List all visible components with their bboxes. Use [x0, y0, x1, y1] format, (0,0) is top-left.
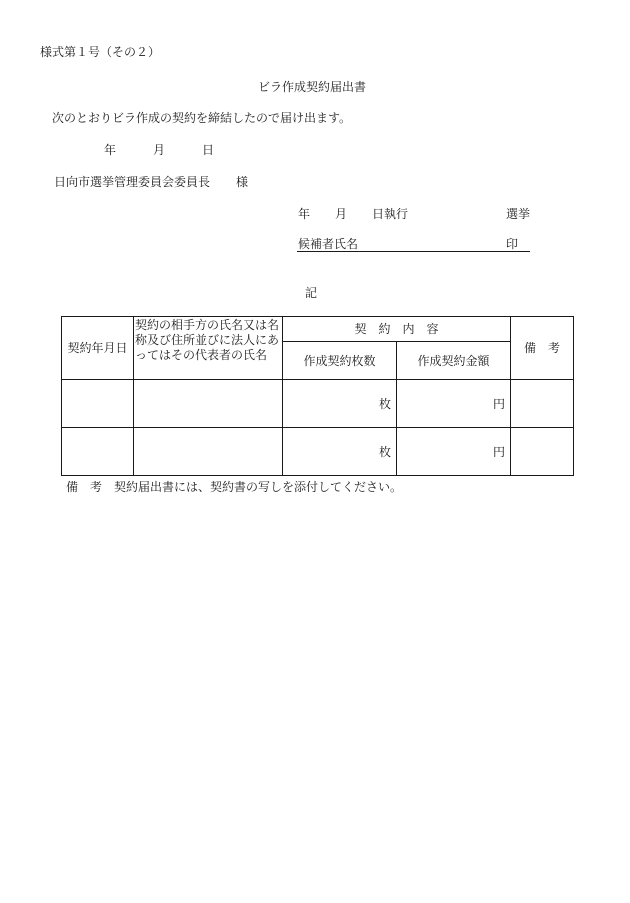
header-contract-date: 契約年月日 — [62, 317, 134, 380]
count-cell[interactable]: 枚 — [283, 380, 397, 428]
header-contract-party: 契約の相手方の氏名又は名称及び住所並びに法人にあってはその代表者の氏名 — [134, 317, 283, 380]
remarks-cell[interactable] — [511, 380, 574, 428]
header-amount: 作成契約金額 — [397, 342, 511, 380]
header-contract-content: 契 約 内 容 — [283, 317, 511, 342]
count-cell[interactable]: 枚 — [283, 428, 397, 476]
ki-heading: 記 — [305, 286, 318, 300]
table-row — [62, 380, 574, 428]
contract-party-cell[interactable] — [134, 428, 283, 476]
footnote — [66, 480, 402, 494]
header-remarks: 備 考 — [511, 317, 574, 380]
date-month-label: 月 — [153, 143, 166, 157]
candidate-name-field[interactable] — [297, 237, 530, 252]
contract-date-cell[interactable] — [62, 428, 134, 476]
footnote-text: 契約届出書には、契約書の写しを添付してください。 — [114, 480, 403, 494]
form-number: 様式第１号（その２） — [40, 45, 161, 59]
document-title: ビラ作成契約届出書 — [258, 80, 367, 94]
intro-text: 次のとおりビラ作成の契約を締結したので届け出ます。 — [52, 111, 352, 125]
table-row — [62, 428, 574, 476]
amount-cell[interactable]: 円 — [397, 428, 511, 476]
date-day-label: 日 — [202, 143, 215, 157]
amount-cell[interactable]: 円 — [397, 380, 511, 428]
contract-party-cell[interactable] — [134, 380, 283, 428]
header-count: 作成契約枚数 — [283, 342, 397, 380]
addressee-name: 日向市選挙管理委員会委員長 — [54, 175, 211, 189]
seal-mark: 印 — [506, 237, 519, 251]
election-month-label: 月 — [335, 207, 348, 221]
contract-table — [61, 316, 574, 476]
addressee-honorific: 様 — [236, 175, 249, 189]
election-day-label: 日執行 — [372, 207, 409, 221]
election-suffix: 選挙 — [506, 207, 531, 221]
election-year-label: 年 — [298, 207, 311, 221]
remarks-cell[interactable] — [511, 428, 574, 476]
contract-date-cell[interactable] — [62, 380, 134, 428]
footnote-label: 備 考 — [66, 480, 103, 494]
date-year-label: 年 — [104, 143, 117, 157]
candidate-name-label: 候補者氏名 — [298, 237, 359, 251]
